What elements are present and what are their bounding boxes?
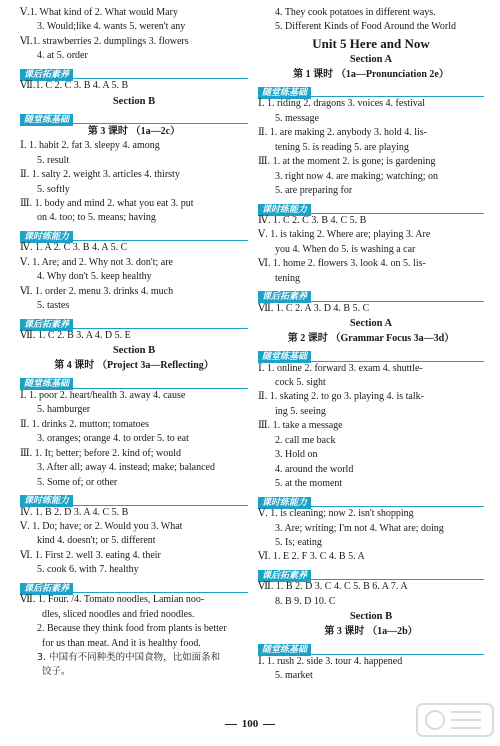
- section-tag-label: 课后拓素养: [20, 69, 73, 81]
- answer-line: Ⅵ. 1. First 2. well 3. eating 4. their: [20, 549, 161, 561]
- section-heading: Section B: [349, 611, 393, 623]
- answer-line: Ⅴ.1. What kind of 2. What would Mary: [20, 7, 178, 18]
- section-tag-label: 课后拓素养: [20, 319, 73, 331]
- section-tag: [258, 286, 484, 301]
- right-column: [258, 6, 484, 684]
- lesson-heading: [258, 67, 484, 82]
- answer-line: 2. Because they think food from plants is better: [37, 623, 227, 635]
- answer-line: kind 4. doesn't; or 5. different: [37, 535, 156, 547]
- section-tag-label: 随堂练基础: [258, 351, 311, 363]
- answer-line: 3. Would;like 4. wants 5. weren't any: [37, 21, 186, 33]
- lesson-heading: [258, 331, 484, 346]
- answer-line: Ⅵ. 1. home 2. flowers 3. look 4. on 5. lis-: [258, 258, 426, 270]
- answer-line: 4. at 5. order: [37, 50, 88, 62]
- answer-line: Ⅴ. 1. Are; and 2. Why not 3. don't; are: [20, 256, 173, 268]
- answer-line: for us than meat. And it is healthy food.: [42, 637, 201, 649]
- lesson-number: 第 3 课时: [324, 626, 365, 638]
- lesson-heading: [258, 624, 484, 639]
- section-tag-label: 课时练能力: [258, 497, 311, 509]
- answer-line: Ⅱ. 1. salty 2. weight 3. articles 4. thirsty: [20, 169, 180, 181]
- answer-line: 5. Different Kinds of Food Around the World: [275, 21, 457, 33]
- section-tag: [20, 64, 248, 79]
- page-number: 100: [241, 718, 259, 730]
- answer-line: Ⅲ. 1. at the moment 2. is gone; is gardening: [258, 156, 436, 168]
- answer-line: Ⅰ. 1. rush 2. side 3. tour 4. happened: [258, 655, 403, 667]
- answer-line: 4. around the world: [275, 463, 354, 475]
- left-column: [20, 6, 248, 680]
- section-tag-label: 课后拓素养: [20, 583, 73, 595]
- section-tag: [258, 346, 484, 361]
- answer-line: Ⅴ. 1. is cleaning; now 2. isn't shopping: [258, 508, 414, 520]
- section-tag-label: 课时练能力: [20, 231, 73, 243]
- answer-line: Ⅴ. 1. Do; have; or 2. Would you 3. What: [20, 520, 183, 532]
- answer-line: Ⅱ. 1. skating 2. to go 3. playing 4. is talk-: [258, 391, 424, 403]
- section-tag: [20, 109, 248, 124]
- section-tag: [20, 578, 248, 593]
- unit-heading: Unit 5 Here and Now: [312, 35, 430, 51]
- section-tag-label: 课时练能力: [258, 204, 311, 216]
- lesson-number: 第 3 课时: [87, 126, 128, 138]
- section-tag: [258, 82, 484, 97]
- lesson-number: 第 4 课时: [54, 360, 95, 372]
- section-tag-label: 随堂练基础: [258, 644, 311, 656]
- answer-line: you 4. When do 5. is washing a car: [275, 243, 416, 255]
- answer-line: 3. right now 4. are making; watching; on: [275, 170, 439, 182]
- answer-line: Ⅰ. 1. online 2. forward 3. exam 4. shuttle-: [258, 362, 423, 374]
- answer-line: Ⅶ. 1. B 2. D 3. C 4. C 5. B 6. A 7. A: [258, 581, 408, 593]
- lesson-range: （Project 3a—Reflecting）: [97, 360, 214, 372]
- answer-line: 3. 中国有不同种类的中国食物，比如面条和: [37, 652, 221, 664]
- answer-line: Ⅱ. 1. drinks 2. mutton; tomatoes: [20, 418, 150, 430]
- answer-line: 5. Some of; or other: [37, 476, 118, 488]
- section-tag: [20, 490, 248, 505]
- answer-line: Ⅵ. 1. order 2. menu 3. drinks 4. much: [20, 285, 174, 297]
- answer-line: Ⅲ. 1. take a message: [258, 420, 343, 432]
- answer-line: Ⅶ.1. C 2. C 3. B 4. A 5. B: [20, 80, 129, 92]
- answer-line: Ⅶ. 1. C 2. A 3. D 4. B 5. C: [258, 302, 370, 314]
- section-heading: Section A: [349, 318, 393, 330]
- answer-line: Ⅲ. 1. body and mind 2. what you eat 3. put: [20, 197, 194, 209]
- answer-line: 4. Why don't 5. keep healthy: [37, 271, 152, 283]
- answer-line: Ⅴ. 1. is taking 2. Where are; playing 3. Are: [258, 229, 431, 241]
- footer-dash-right: [263, 724, 275, 725]
- section-tag-label: 随堂练基础: [258, 87, 311, 99]
- answer-line: 饺子。: [42, 666, 71, 678]
- answer-line: dles, sliced noodles and fried noodles.: [42, 608, 195, 620]
- answer-line: 5. Is; eating: [275, 536, 322, 548]
- answer-line: Ⅳ. 1. C 2. C 3. B 4. C 5. B: [258, 214, 367, 226]
- answer-line: cock 5. sight: [275, 377, 326, 388]
- lesson-number: 第 1 课时: [293, 68, 334, 80]
- answer-line: Ⅰ. 1. riding 2. dragons 3. voices 4. festival: [258, 98, 425, 110]
- answer-line: 3. After all; away 4. instead; make; balanced: [37, 462, 215, 474]
- answer-line: 5. softly: [37, 183, 70, 195]
- answer-line: Ⅶ. 1. C 2. B 3. A 4. D 5. E: [20, 330, 131, 341]
- answer-line: 8. B 9. D 10. C: [275, 595, 336, 607]
- answer-line: Ⅱ. 1. are making 2. anybody 3. hold 4. lis-: [258, 127, 427, 139]
- answer-line: 4. They cook potatoes in different ways.: [275, 7, 436, 18]
- answer-line: tening 5. is reading 5. are playing: [275, 141, 409, 153]
- section-heading: Section B: [112, 345, 156, 357]
- section-tag: [20, 373, 248, 388]
- footer-dash-left: [225, 724, 237, 725]
- section-tag: [20, 314, 248, 329]
- answer-line: Ⅳ. 1. B 2. D 3. A 4. C 5. B: [20, 506, 129, 518]
- section-tag-label: 随堂练基础: [20, 114, 73, 126]
- answer-line: Ⅶ. 1. Four. /4. Tomato noodles, Lamian noo-: [20, 594, 205, 606]
- answer-line: 2. call me back: [275, 434, 336, 446]
- answer-line: on 4. too; to 5. means; having: [37, 212, 156, 224]
- section-tag: [258, 492, 484, 507]
- section-tag-label: 课时练能力: [20, 495, 73, 507]
- answer-line: 3. Are; writing; I'm not 4. What are; doing: [275, 522, 444, 534]
- section-tag-label: 随堂练基础: [20, 378, 73, 390]
- section-tag-label: 课后拓素养: [258, 291, 311, 303]
- answer-line: tening: [275, 272, 300, 284]
- answer-line: 5. cook 6. with 7. healthy: [37, 564, 139, 576]
- lesson-heading: [20, 124, 248, 139]
- answer-line: 5. are preparing for: [275, 185, 353, 197]
- answer-line: 5. tastes: [37, 300, 70, 312]
- lesson-range: （1a—2c）: [130, 126, 181, 138]
- answer-line: Ⅰ. 1. habit 2. fat 3. sleepy 4. among: [20, 140, 160, 152]
- answer-line: Ⅵ. 1. E 2. F 3. C 4. B 5. A: [258, 551, 365, 563]
- watermark-logo: [415, 700, 495, 740]
- lesson-heading: [20, 358, 248, 373]
- lesson-range: （1a—2b）: [367, 626, 418, 638]
- lesson-range: （1a—Pronunciation 2e）: [335, 68, 449, 80]
- section-heading: Section A: [349, 53, 393, 65]
- answer-line: ing 5. seeing: [275, 405, 326, 417]
- answer-line: 3. Hold on: [275, 449, 318, 461]
- answer-line: 5. at the moment: [275, 478, 343, 490]
- section-heading: Section B: [112, 95, 156, 107]
- section-tag-label: 课后拓素养: [258, 570, 311, 582]
- section-tag: [258, 199, 484, 214]
- answer-line: Ⅲ. 1. It; better; before 2. kind of; would: [20, 447, 181, 459]
- answer-line: 5. result: [37, 154, 70, 166]
- section-tag: [20, 226, 248, 241]
- lesson-range: （Grammar Focus 3a—3d）: [330, 333, 455, 345]
- section-tag: [258, 565, 484, 580]
- answer-line: 3. oranges; orange 4. to order 5. to eat: [37, 433, 189, 445]
- lesson-number: 第 2 课时: [287, 333, 328, 345]
- answer-line: Ⅳ. 1. A 2. C 3. B 4. A 5. C: [20, 242, 128, 254]
- section-tag: [258, 639, 484, 654]
- answer-line: Ⅵ.1. strawberries 2. dumplings 3. flowers: [20, 35, 189, 47]
- answer-line: 5. hamburger: [37, 404, 91, 416]
- answer-line: 5. market: [275, 670, 313, 682]
- answer-line: Ⅰ. 1. poor 2. heart/health 3. away 4. cause: [20, 389, 186, 401]
- answer-line: 5. message: [275, 112, 319, 124]
